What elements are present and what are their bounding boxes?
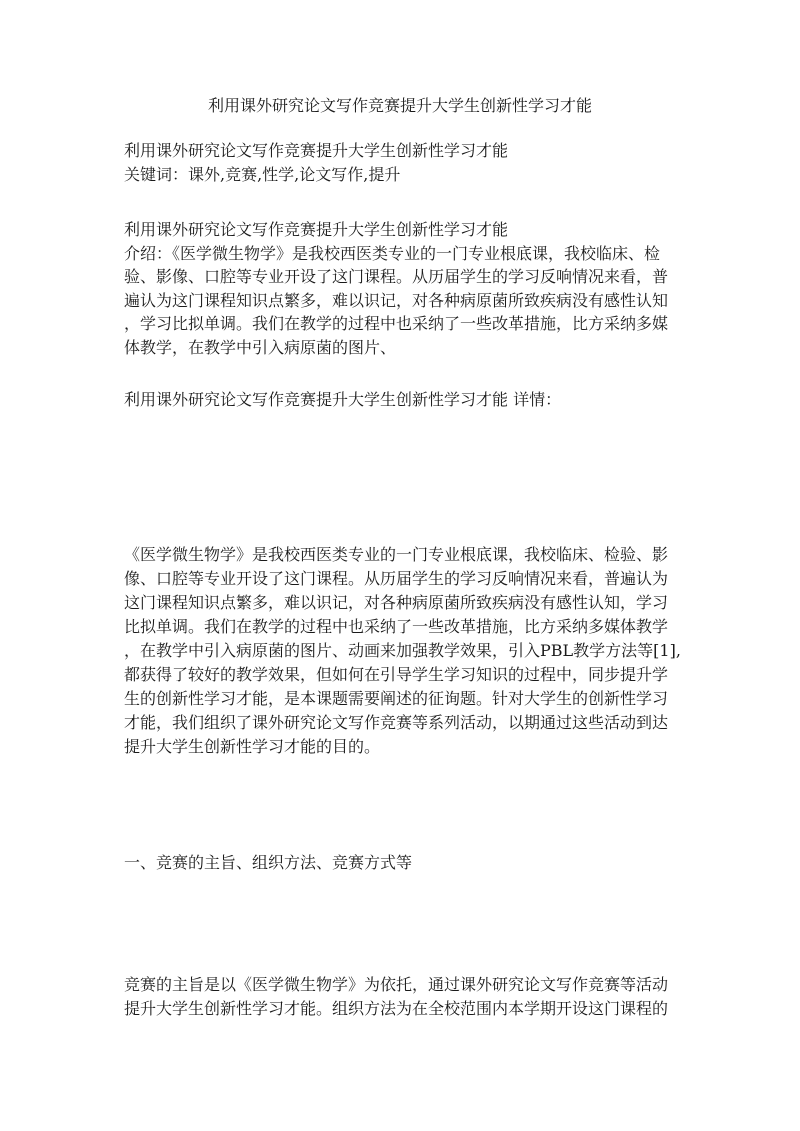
details-heading: 利用课外研究论文写作竞赛提升大学生创新性学习才能 详情： bbox=[124, 390, 562, 409]
section-one-heading-block bbox=[124, 851, 684, 875]
keywords-line: 关键词：课外,竞赛,性学,论文写作,提升 bbox=[124, 164, 401, 184]
body-paragraph bbox=[124, 543, 684, 759]
paragraph-line: ，在教学中引入病原菌的图片、动画来加强教学效果，引入PBL教学方法等[1], bbox=[124, 641, 681, 660]
paragraph-line: 才能，我们组织了课外研究论文写作竞赛等系列活动，以期通过这些活动到达 bbox=[124, 713, 669, 732]
document-title: 利用课外研究论文写作竞赛提升大学生创新性学习才能 bbox=[207, 96, 592, 115]
intro-line: ，学习比拟单调。我们在教学的过程中也采纳了一些改革措施，比方采纳多媒 bbox=[124, 314, 669, 333]
paragraph-line: 提升大学生创新性学习才能。组织方法为在全校范围内本学期开设这门课程的 bbox=[124, 999, 669, 1018]
paragraph-line: 像、口腔等专业开设了这门课程。从历届学生的学习反响情况来看，普遍认为 bbox=[124, 569, 669, 588]
intro-line: 介绍：《医学微生物学》是我校西医类专业的一门专业根底课，我校临床、检 bbox=[124, 243, 661, 263]
paragraph-line: 竞赛的主旨是以《医学微生物学》为依托，通过课外研究论文写作竞赛等活动 bbox=[124, 975, 669, 994]
intro-line: 遍认为这门课程知识点繁多，难以识记，对各种病原菌所致疾病没有感性认知 bbox=[124, 290, 669, 310]
intro-line: 体教学，在教学中引入病原菌的图片、 bbox=[124, 337, 397, 357]
intro-section bbox=[124, 218, 684, 359]
intro-line: 验、影像、口腔等专业开设了这门课程。从历届学生的学习反响情况来看，普 bbox=[124, 267, 669, 286]
paragraph-line: 生的创新性学习才能，是本课题需要阐述的征询题。针对大学生的创新性学习 bbox=[124, 689, 669, 708]
paragraph-line: 《医学微生物学》是我校西医类专业的一门专业根底课，我校临床、检验、影 bbox=[124, 545, 669, 564]
document-subtitle: 利用课外研究论文写作竞赛提升大学生创新性学习才能 bbox=[124, 141, 509, 160]
intro-heading: 利用课外研究论文写作竞赛提升大学生创新性学习才能 bbox=[124, 220, 509, 239]
details-heading-block bbox=[124, 388, 684, 412]
paragraph-line: 提升大学生创新性学习才能的目的。 bbox=[124, 737, 381, 756]
header-block bbox=[124, 139, 684, 186]
paragraph-line: 比拟单调。我们在教学的过程中也采纳了一些改革措施，比方采纳多媒体教学 bbox=[124, 617, 669, 636]
section-heading: 一、竞赛的主旨、组织方法、竞赛方式等 bbox=[124, 853, 413, 872]
section-one-paragraph bbox=[124, 973, 684, 1021]
paragraph-line: 这门课程知识点繁多，难以识记，对各种病原菌所致疾病没有感性认知，学习 bbox=[124, 593, 669, 612]
paragraph-line: 都获得了较好的教学效果，但如何在引导学生学习知识的过程中，同步提升学 bbox=[124, 665, 669, 684]
